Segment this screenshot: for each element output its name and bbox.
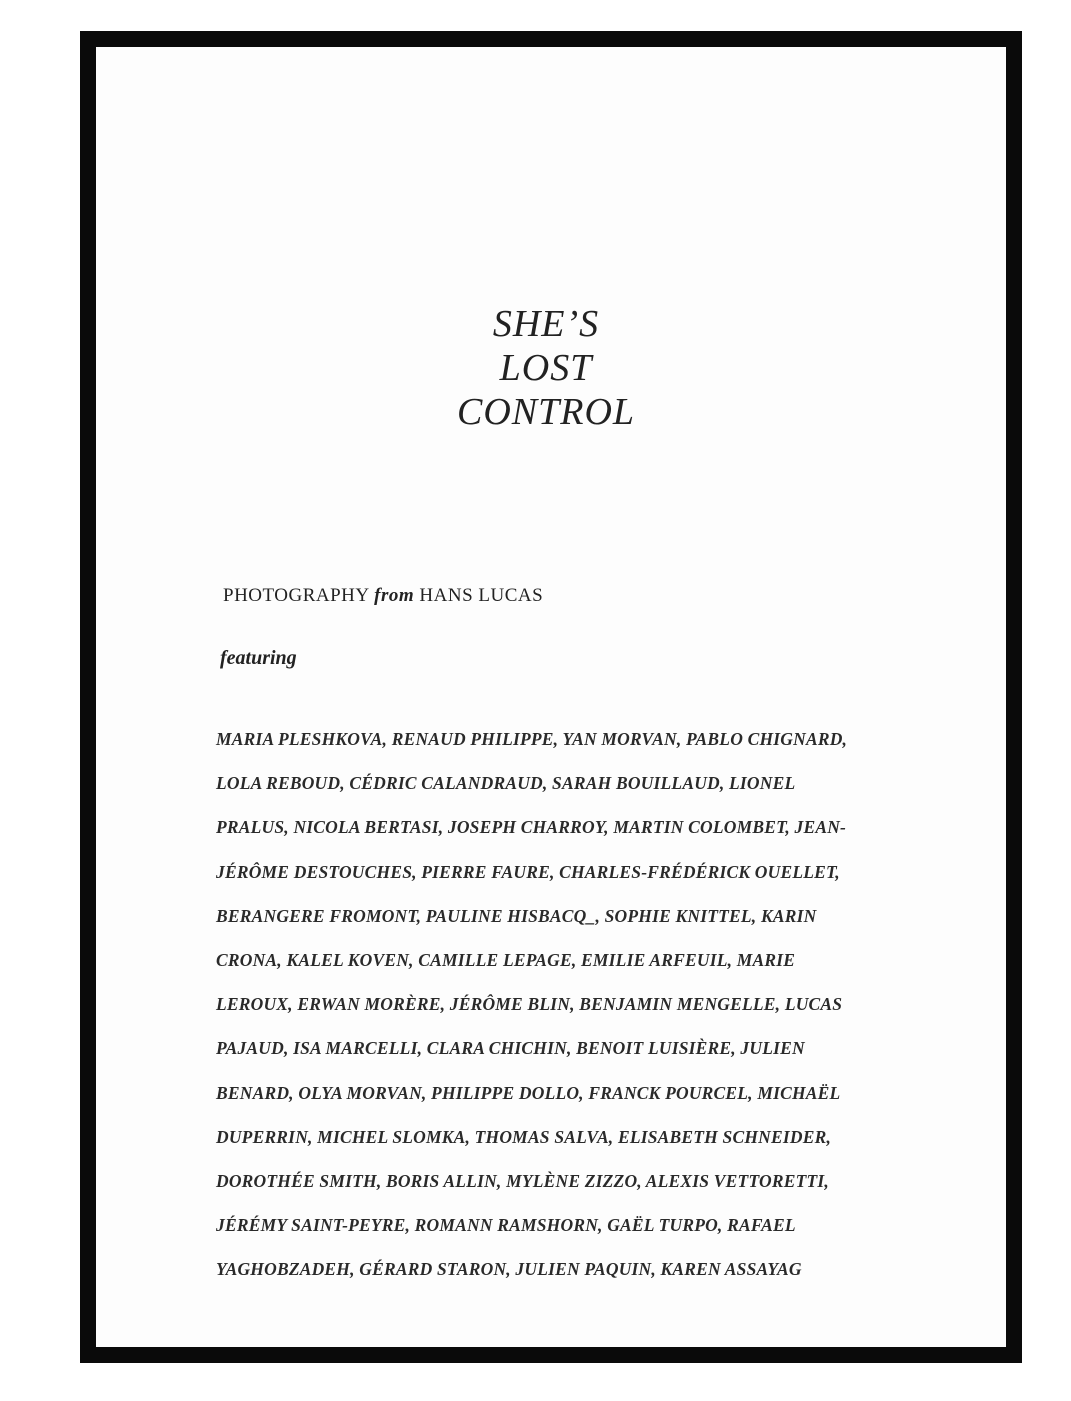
title-line-2: LOST — [499, 347, 593, 389]
photographer-names-list — [216, 717, 916, 1292]
names-line: DOROTHÉE SMITH, BORIS ALLIN, MYLÈNE ZIZZO, ALEXIS VETTORETTI, — [216, 1171, 829, 1192]
names-line: BERANGERE FROMONT, PAULINE HISBACQ_, SOPHIE KNITTEL, KARIN — [216, 905, 817, 926]
names-line: YAGHOBZADEH, GÉRARD STARON, JULIEN PAQUIN, KAREN ASSAYAG — [216, 1259, 802, 1280]
names-line: PAJAUD, ISA MARCELLI, CLARA CHICHIN, BENOIT LUISIÈRE, JULIEN — [216, 1038, 805, 1059]
credit-agency: HANS LUCAS — [419, 585, 544, 606]
title-line-3: CONTROL — [456, 391, 636, 433]
poster-frame — [80, 31, 1022, 1363]
names-line: BENARD, OLYA MORVAN, PHILIPPE DOLLO, FRANCK POURCEL, MICHAËL — [216, 1082, 841, 1103]
names-line: MARIA PLESHKOVA, RENAUD PHILIPPE, YAN MORVAN, PABLO CHIGNARD, — [216, 729, 848, 749]
title-line-1: SHE’S — [492, 303, 600, 345]
names-line: LEROUX, ERWAN MORÈRE, JÉRÔME BLIN, BENJAMIN MENGELLE, LUCAS — [216, 994, 843, 1015]
names-line: LOLA REBOUD, CÉDRIC CALANDRAUD, SARAH BOUILLAUD, LIONEL — [216, 773, 796, 794]
photography-credit — [223, 585, 543, 607]
names-line: CRONA, KALEL KOVEN, CAMILLE LEPAGE, EMILIE ARFEUIL, MARIE — [216, 950, 796, 971]
names-line: DUPERRIN, MICHEL SLOMKA, THOMAS SALVA, ELISABETH SCHNEIDER, — [216, 1126, 832, 1147]
credit-connector: from — [374, 585, 415, 606]
names-line: JÉRÉMY SAINT-PEYRE, ROMANN RAMSHORN, GAËL TURPO, RAFAEL — [216, 1215, 796, 1236]
names-line: JÉRÔME DESTOUCHES, PIERRE FAURE, CHARLES-FRÉDÉRICK OUELLET, — [216, 861, 840, 882]
poster-title — [96, 302, 1006, 434]
featuring-label: featuring — [220, 647, 297, 669]
names-line: PRALUS, NICOLA BERTASI, JOSEPH CHARROY, MARTIN COLOMBET, JEAN- — [216, 817, 847, 838]
credit-prefix: PHOTOGRAPHY — [223, 585, 369, 606]
